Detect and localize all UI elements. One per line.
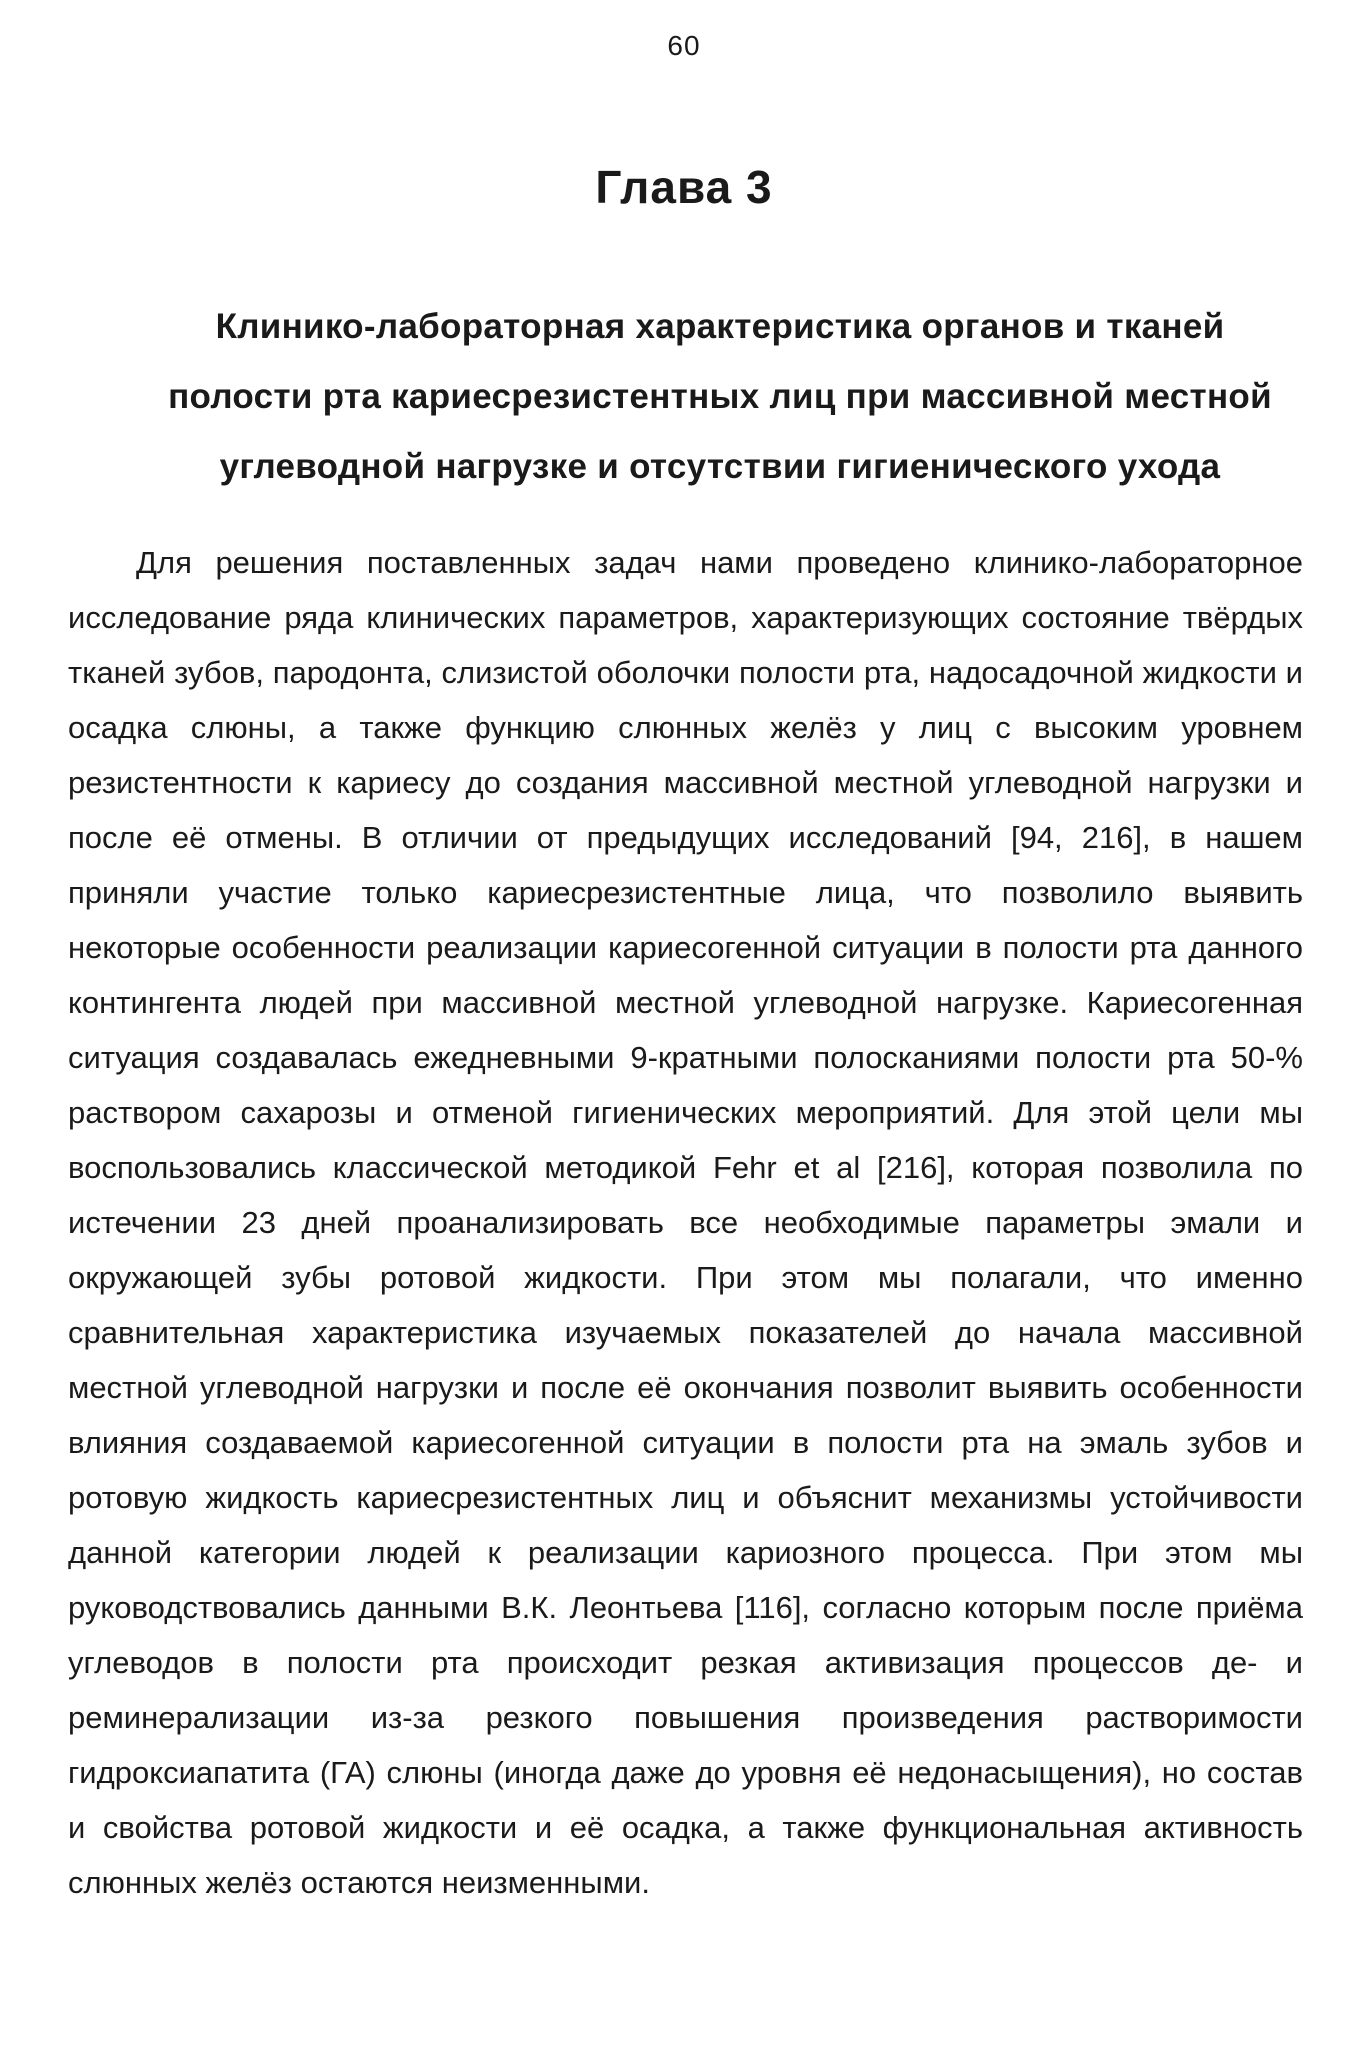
chapter-subtitle: Клинико-лабораторная характеристика органов и тканей полости рта кариесрезистентных лиц при массивной местной углеводной нагрузке и отсутствии гигиенического ухода [168, 307, 1272, 486]
body-paragraph: Для решения поставленных задач нами проведено клинико-лабораторное исследование ряда клинических параметров, характеризующих состояние твёрдых тканей зубов, пародонта, слизистой оболочки полости рта, надосадочной жидкости и осадка слюны, а также функцию слюнных желёз у лиц с высоким уровнем резистентности к кариесу до создания массивной местной углеводной нагрузки и после её отмены. В отличии от предыдущих исследований [94, 216], в нашем приняли участие только кариесрезистентные лица, что позволило выявить некоторые особенности реализации кариесогенной ситуации в полости рта данного контингента людей при массивной местной углеводной нагрузке. Кариесогенная ситуация создавалась ежедневными 9-кратными полосканиями полости рта 50-% раствором сахарозы и отменой гигиенических мероприятий. Для этой цели мы воспользовались классической методикой Fehr et al [216], которая позволила по истечении 23 дней проанализировать все необходимые параметры эмали и окружающей зубы ротовой жидкости. При этом мы полагали, что именно сравнительная характеристика изучаемых показателей до начала массивной местной углеводной нагрузки и после её окончания позволит выявить особенности влияния создаваемой кариесогенной ситуации в полости рта на эмаль зубов и ротовую жидкость кариесрезистентных лиц и объяснит механизмы устойчивости данной категории людей к реализации кариозного процесса. При этом мы руководствовались данными В.К. Леонтьева [116], согласно которым после приёма углеводов в полости рта происходит резкая активизация процессов де- и реминерализации из-за резкого повышения произведения растворимости гидроксиапатита (ГА) слюны (иногда даже до уровня её недонасыщения), но состав и свойства ротовой жидкости и её осадка, а также функциональная активность слюнных желёз остаются неизменными. [68, 545, 1303, 1900]
page-number: 60 [667, 30, 701, 61]
chapter-title: Глава 3 [595, 161, 773, 213]
